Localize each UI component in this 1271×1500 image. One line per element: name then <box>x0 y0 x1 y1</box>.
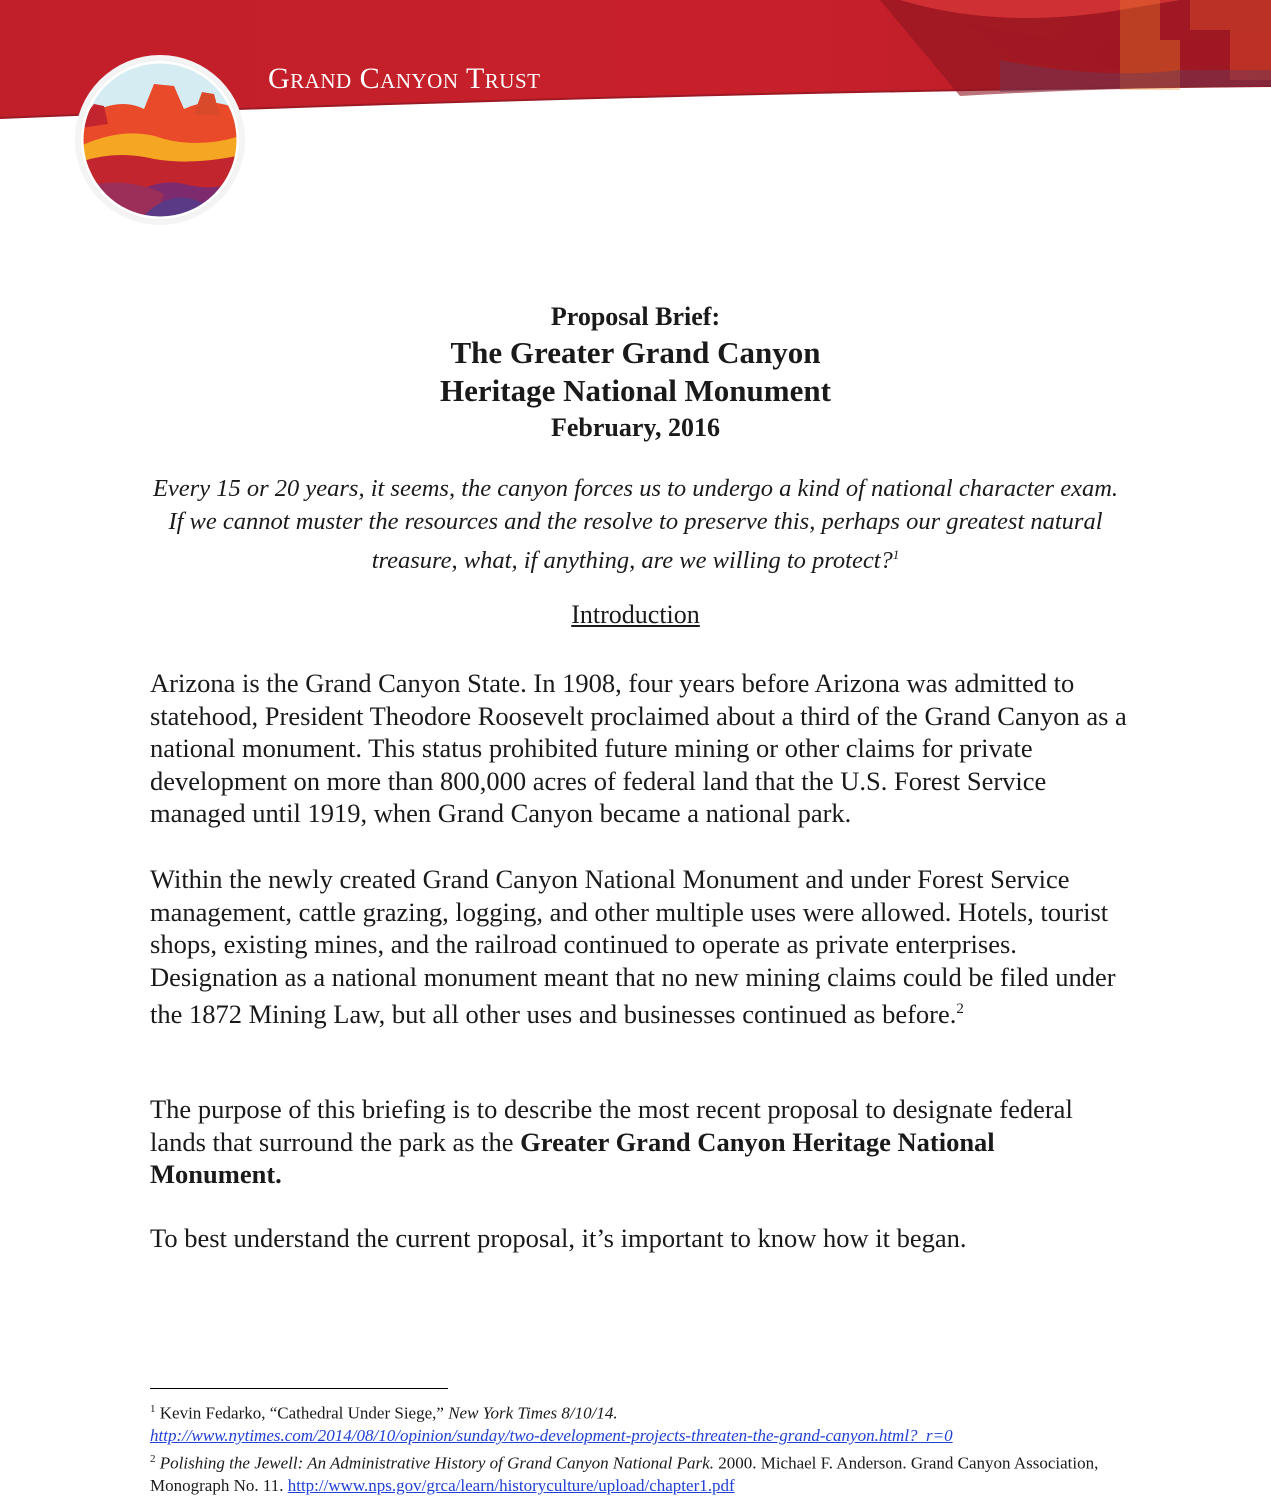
footnote-2-number: 2 <box>150 1452 156 1465</box>
title-block <box>0 300 1271 446</box>
epigraph-line-3 <box>120 538 1151 577</box>
epigraph-quote <box>120 472 1151 577</box>
footnote-2-title: Polishing the Jewell: An Administrative History of Grand Canyon National Park. <box>155 1453 714 1473</box>
section-heading-introduction: Introduction <box>571 600 700 629</box>
monument-name-bold: Greater Grand Canyon Heritage National Monument. <box>150 1126 995 1189</box>
footnote-1-source: New York Times 8/10/14. <box>448 1403 618 1423</box>
document-title-line-2: Heritage National Monument <box>440 373 831 408</box>
footnote-1 <box>150 1398 1140 1448</box>
footnote-2-text: 2000. Michael F. Anderson. Grand Canyon Association, Monograph No. 11. <box>150 1453 1099 1495</box>
footnote-1-number: 1 <box>150 1403 156 1415</box>
paragraph-2 <box>150 863 1130 1030</box>
epigraph-line-2: If we cannot muster the resources and the resolve to preserve this, perhaps our greatest natural <box>168 508 1103 535</box>
footnote-2 <box>150 1448 1140 1498</box>
epigraph-line-3-text: treasure, what, if anything, are we willing to protect? <box>371 547 893 575</box>
paragraph-1: Arizona is the Grand Canyon State. In 1908, four years before Arizona was admitted to statehood, President Theodore Roosevelt proclaimed about a third of the Grand Canyon as a national monument. This status prohibited future mining or other claims for private development on more than 800,000 acres of federal land that the U.S. Forest Service managed until 1919, when Grand Canyon became a national park. <box>150 668 1127 828</box>
document-label: Proposal Brief: <box>550 302 721 331</box>
footnote-1-text: Kevin Fedarko, “Cathedral Under Siege,” <box>155 1403 449 1423</box>
canyon-logo-icon <box>74 54 246 226</box>
paragraph-4: To best understand the current proposal, it’s important to know how it began. <box>150 1223 967 1253</box>
footnote-ref-2[interactable]: 2 <box>956 1001 964 1017</box>
footnote-divider <box>150 1388 448 1389</box>
logo-emblem <box>74 54 246 226</box>
document-date: February, 2016 <box>551 413 720 442</box>
footnote-1-link[interactable]: http://www.nytimes.com/2014/08/10/opinion/sunday/two-development-projects-threaten-the-grand-canyon.html?_r=0 <box>150 1426 953 1446</box>
document-title-line-1: The Greater Grand Canyon <box>450 335 821 370</box>
footnotes <box>150 1398 1140 1497</box>
paragraph-2-text: Within the newly created Grand Canyon National Monument and under Forest Service management, cattle grazing, logging, and other multiple uses were allowed. Hotels, tourist shops, existing mines, and the railroad continued to operate as private enterprises. Designation as a national monument meant that no new mining claims could be filed under the 1872 Mining Law, but all other uses and businesses continued as before. <box>150 864 1116 1029</box>
paragraph-3 <box>150 1093 1130 1191</box>
org-name: Grand Canyon Trust <box>268 62 541 95</box>
footnote-2-link[interactable]: http://www.nps.gov/grca/learn/historyculture/upload/chapter1.pdf <box>287 1475 735 1495</box>
epigraph-line-1: Every 15 or 20 years, it seems, the canyon forces us to undergo a kind of national character exam. <box>152 475 1119 502</box>
paragraph-3-text: The purpose of this briefing is to describe the most recent proposal to designate federal lands that surround the park as the <box>150 1094 1073 1157</box>
footnote-ref-1[interactable]: 1 <box>892 547 900 562</box>
